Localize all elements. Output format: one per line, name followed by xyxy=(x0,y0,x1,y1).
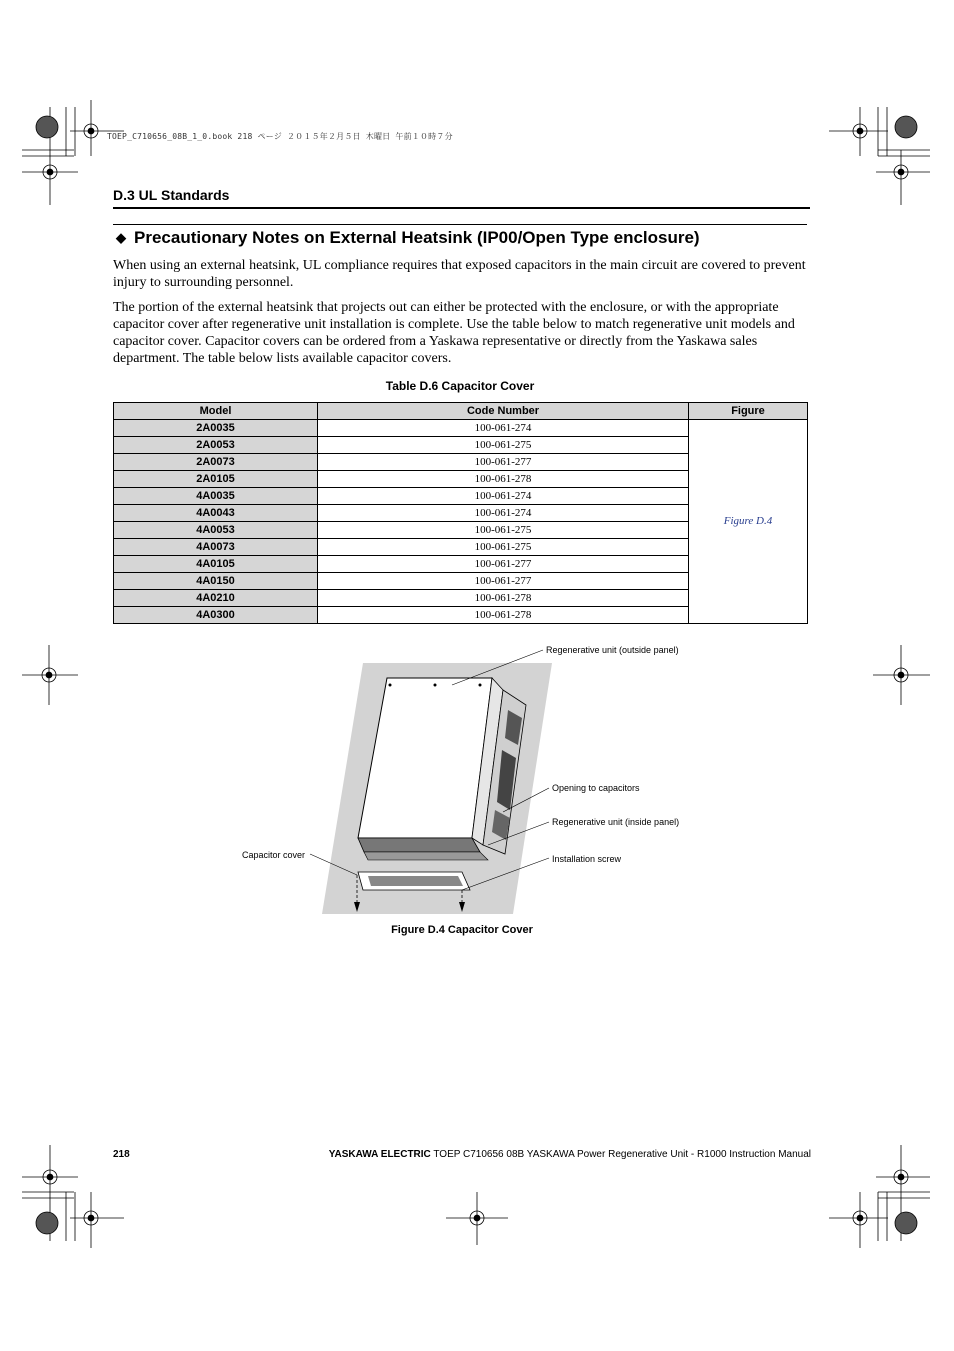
callout-installation-screw: Installation screw xyxy=(552,854,622,864)
model-cell: 4A0053 xyxy=(114,522,318,539)
section-rule xyxy=(113,207,810,209)
subheading-rule xyxy=(113,224,807,225)
code-cell: 100-061-278 xyxy=(318,471,689,488)
model-cell: 4A0300 xyxy=(114,607,318,624)
section-heading: D.3 UL Standards xyxy=(113,187,230,203)
footer-text xyxy=(329,1149,811,1160)
model-cell: 4A0073 xyxy=(114,539,318,556)
code-cell: 100-061-278 xyxy=(318,607,689,624)
subheading-text: Precautionary Notes on External Heatsink (IP00/Open Type enclosure) xyxy=(134,228,700,247)
table-title: Table D.6 Capacitor Cover xyxy=(385,379,535,393)
code-cell: 100-061-275 xyxy=(318,437,689,454)
table-row xyxy=(114,420,808,437)
footer-manual: TOEP C710656 08B YASKAWA Power Regenerative Unit - R1000 Instruction Manual xyxy=(430,1149,811,1160)
model-cell: 4A0043 xyxy=(114,505,318,522)
model-cell: 4A0035 xyxy=(114,488,318,505)
model-cell: 2A0035 xyxy=(114,420,318,437)
header-figure: Figure xyxy=(689,403,808,420)
footer-brand: YASKAWA ELECTRIC xyxy=(328,1149,431,1160)
callout-outside-panel: Regenerative unit (outside panel) xyxy=(546,645,679,655)
code-cell: 100-061-274 xyxy=(318,420,689,437)
page-number: 218 xyxy=(113,1149,130,1160)
code-cell: 100-061-277 xyxy=(318,454,689,471)
figure-link[interactable]: Figure D.4 xyxy=(689,420,808,624)
diamond-icon: ◆ xyxy=(116,230,126,245)
code-cell: 100-061-275 xyxy=(318,522,689,539)
callout-inside-panel: Regenerative unit (inside panel) xyxy=(552,817,680,827)
model-cell: 2A0073 xyxy=(114,454,318,471)
figure-caption: Figure D.4 Capacitor Cover xyxy=(391,924,533,936)
paragraph-1: When using an external heatsink, UL compliance requires that exposed capacitors in the main circuit are covered to prevent injury to surrounding personnel. xyxy=(113,258,806,290)
header-code-number: Code Number xyxy=(318,403,689,420)
paragraph-2: The portion of the external heatsink that projects out can either be protected with the enclosure, or with the appropriate capacitor cover after regenerative unit installation is complete. Use the table below to match regenerative unit models and capacitor cover. Capacitor covers can be ordered from a Yaskawa representative or directly from the Yaskawa sales department. The table below lists available capacitor covers. xyxy=(113,300,795,366)
callout-capacitor-cover: Capacitor cover xyxy=(242,850,306,860)
model-cell: 2A0053 xyxy=(114,437,318,454)
table-header-row xyxy=(114,403,808,420)
code-cell: 100-061-277 xyxy=(318,556,689,573)
capacitor-cover-table xyxy=(113,402,808,624)
print-info-line: TOEP_C710656_08B_1_0.book 218 ページ ２０１５年２月５日 木曜日 午前１０時７分 xyxy=(107,132,453,141)
subheading xyxy=(116,228,700,248)
callout-opening: Opening to capacitors xyxy=(552,783,640,793)
capacitor-cover-illustration xyxy=(230,640,700,920)
model-cell: 4A0105 xyxy=(114,556,318,573)
model-cell: 2A0105 xyxy=(114,471,318,488)
code-cell: 100-061-278 xyxy=(318,590,689,607)
code-cell: 100-061-274 xyxy=(318,488,689,505)
model-cell: 4A0150 xyxy=(114,573,318,590)
code-cell: 100-061-275 xyxy=(318,539,689,556)
code-cell: 100-061-277 xyxy=(318,573,689,590)
header-model: Model xyxy=(114,403,318,420)
code-cell: 100-061-274 xyxy=(318,505,689,522)
model-cell: 4A0210 xyxy=(114,590,318,607)
